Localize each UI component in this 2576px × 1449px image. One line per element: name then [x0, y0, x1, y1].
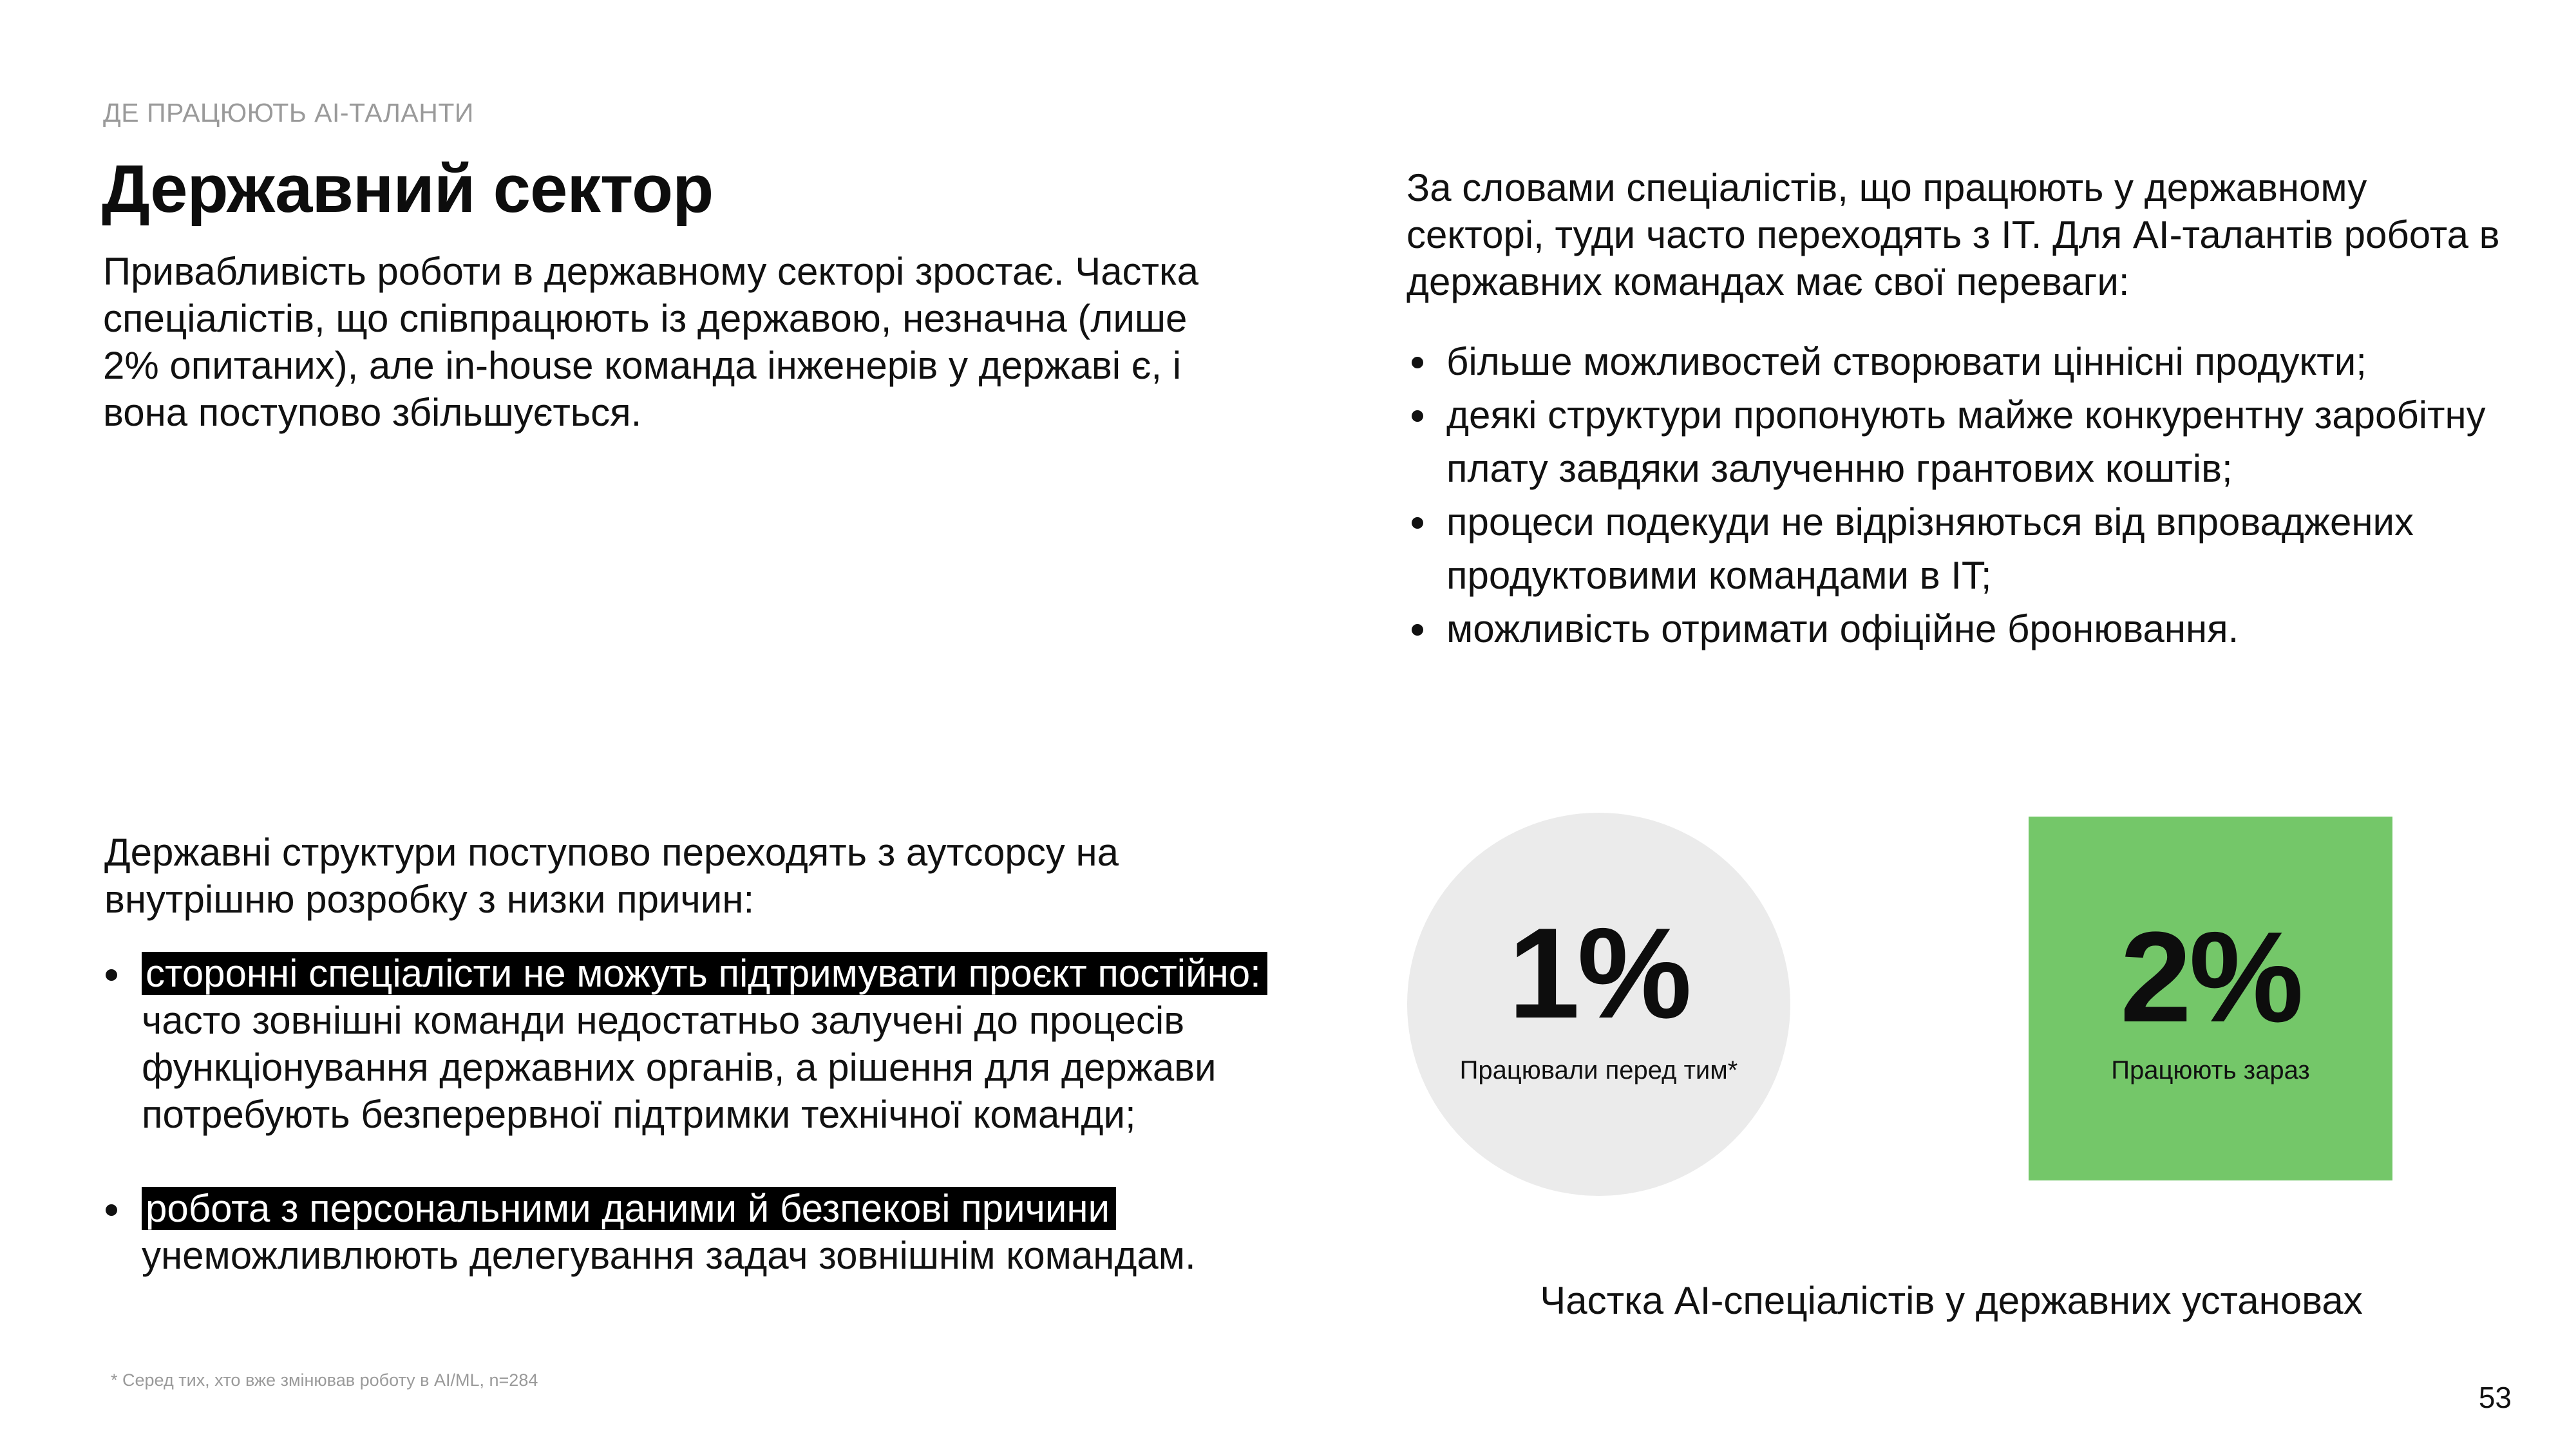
stat-now-value: 2%: [2119, 905, 2302, 1049]
benefit-item: деякі структури пропонують майже конкурентну заробітну плату завдяки залученню грантових коштів;: [1406, 388, 2540, 495]
page-title: Державний сектор: [102, 151, 714, 227]
benefits-intro-paragraph: За словами спеціалістів, що працюють у державному секторі, туди часто переходять з IT. Для AI-талантів робота в державних командах має свої переваги:: [1406, 166, 2500, 303]
stats-caption: Частка AI-спеціалістів у державних установах: [1540, 1279, 2363, 1322]
reason-text: часто зовнішні команди недостатньо залучені до процесів функціонування державних органів, а рішення для держави потребують безперервної підтримки технічної команди;: [142, 999, 1217, 1136]
footnote: * Серед тих, хто вже змінював роботу в AI/ML, n=284: [111, 1370, 538, 1390]
stat-before-label: Працювали перед тим*: [1459, 1056, 1738, 1084]
section-kicker: ДЕ ПРАЦЮЮТЬ AI-ТАЛАНТИ: [103, 98, 474, 128]
stat-before-circle: [1407, 813, 1790, 1196]
stat-now-square: [2029, 817, 2392, 1180]
reason-highlight: сторонні спеціалісти не можуть підтримувати проєкт постійно:: [142, 952, 1267, 995]
intro-paragraph: Привабливість роботи в державному секторі зростає. Частка спеціалістів, що співпрацюють із державою, незначна (лише 2% опитаних), але in-house команда інженерів у державі є, і вона поступово збільшується.: [103, 250, 1198, 434]
benefit-item: можливість отримати офіційне бронювання.: [1406, 602, 2540, 656]
benefit-item: процеси подекуди не відрізняються від впроваджених продуктовими командами в IT;: [1406, 495, 2540, 602]
benefits-list: [1406, 335, 2540, 656]
reasons-intro-paragraph: Державні структури поступово переходять з аутсорсу на внутрішню розробку з низки причин:: [104, 831, 1119, 921]
reason-text: унеможливлюють делегування задач зовнішнім командам.: [142, 1234, 1196, 1277]
reason-item: [103, 950, 1327, 1138]
reason-item: [103, 1185, 1327, 1279]
reasons-list: [103, 950, 1327, 1279]
stat-now-label: Працюють зараз: [2111, 1056, 2310, 1084]
stat-before-value: 1%: [1508, 902, 1690, 1045]
page-number: 53: [2478, 1381, 2512, 1414]
benefit-item: більше можливостей створювати ціннісні продукти;: [1406, 335, 2540, 388]
reason-highlight: робота з персональними даними й безпекові причини: [142, 1187, 1116, 1230]
